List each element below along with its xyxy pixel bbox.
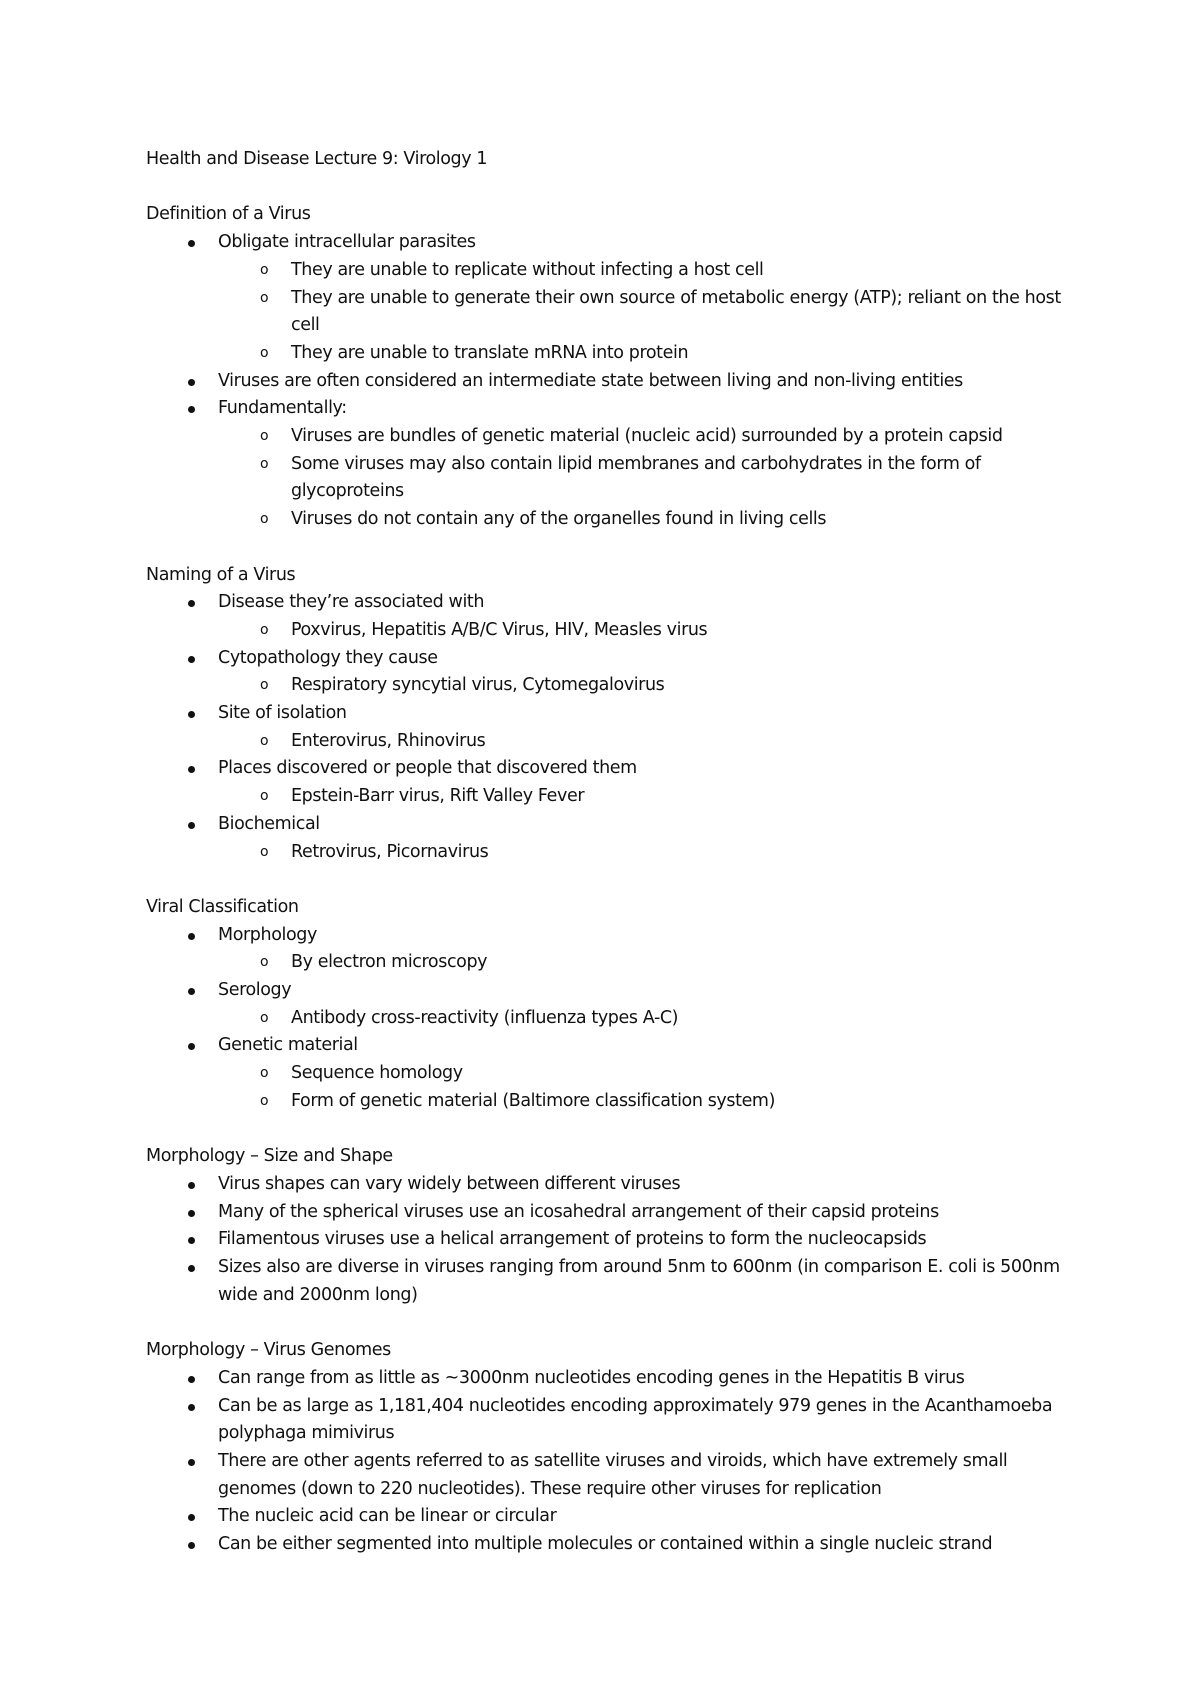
bullet-text: Genetic material [218, 1035, 358, 1056]
sub-bullet-list [218, 257, 1086, 368]
sub-bullet-text: They are unable to generate their own source of metabolic energy (ATP); reliant on the host cell [291, 287, 1061, 336]
bullet-list [146, 589, 1086, 866]
sub-bullet-marker-icon: o [260, 621, 269, 638]
sub-bullet-item [218, 1088, 1086, 1116]
bullet-item [146, 1365, 1086, 1393]
bullet-item [146, 1393, 1086, 1448]
section [146, 894, 1086, 1116]
sub-bullet-item [218, 617, 1086, 645]
bullet-dot-icon [188, 1182, 195, 1189]
bullet-text: Morphology [218, 924, 317, 945]
bullet-dot-icon [188, 406, 195, 413]
sub-bullet-item [218, 839, 1086, 867]
bullet-list [146, 922, 1086, 1116]
bullet-dot-icon [188, 933, 195, 940]
bullet-text: Can range from as little as ~3000nm nucleotides encoding genes in the Hepatitis B virus [218, 1367, 965, 1388]
bullet-item [146, 645, 1086, 700]
sub-bullet-list [218, 617, 1086, 645]
section-heading: Viral Classification [146, 896, 299, 917]
bullet-dot-icon [188, 988, 195, 995]
bullet-item [146, 1171, 1086, 1199]
bullet-text: Filamentous viruses use a helical arrangement of proteins to form the nucleocapsids [218, 1229, 927, 1250]
bullet-dot-icon [188, 1210, 195, 1217]
bullet-item [146, 1503, 1086, 1531]
bullet-item [146, 1448, 1086, 1503]
sub-bullet-text: Sequence homology [291, 1063, 463, 1084]
bullet-item [146, 589, 1086, 644]
sub-bullet-text: Poxvirus, Hepatitis A/B/C Virus, HIV, Measles virus [291, 619, 708, 640]
sub-bullet-list [218, 1005, 1086, 1033]
bullet-text: Many of the spherical viruses use an icosahedral arrangement of their capsid proteins [218, 1201, 939, 1222]
bullet-dot-icon [188, 1514, 195, 1521]
bullet-text: Can be as large as 1,181,404 nucleotides encoding approximately 979 genes in the Acanthamoeba polyphaga mimivirus [218, 1395, 1053, 1444]
bullet-text: Serology [218, 980, 292, 1001]
sub-bullet-list [218, 728, 1086, 756]
document-body [146, 146, 1086, 1559]
bullet-dot-icon [188, 600, 195, 607]
bullet-dot-icon [188, 1376, 195, 1383]
bullet-item [146, 1199, 1086, 1227]
bullet-item [146, 977, 1086, 1032]
bullet-item [146, 755, 1086, 810]
bullet-dot-icon [188, 379, 195, 386]
bullet-text: Biochemical [218, 813, 320, 834]
sub-bullet-item [218, 451, 1086, 506]
sub-bullet-item [218, 285, 1086, 340]
sub-bullet-marker-icon: o [260, 788, 269, 805]
bullet-dot-icon [188, 1237, 195, 1244]
sub-bullet-text: Respiratory syncytial virus, Cytomegalovirus [291, 675, 665, 696]
sub-bullet-item [218, 1005, 1086, 1033]
section-heading: Morphology – Size and Shape [146, 1146, 393, 1167]
sub-bullet-item [218, 340, 1086, 368]
sub-bullet-marker-icon: o [260, 1009, 269, 1026]
sub-bullet-text: Antibody cross-reactivity (influenza types A-C) [291, 1007, 679, 1028]
bullet-text: Virus shapes can vary widely between different viruses [218, 1173, 681, 1194]
sub-bullet-text: By electron microscopy [291, 952, 488, 973]
section-heading: Definition of a Virus [146, 204, 311, 225]
bullet-item [146, 368, 1086, 396]
section-heading: Morphology – Virus Genomes [146, 1340, 391, 1361]
sub-bullet-marker-icon: o [260, 1065, 269, 1082]
sub-bullet-text: Retrovirus, Picornavirus [291, 841, 489, 862]
sections-container [146, 201, 1086, 1558]
document-title: Health and Disease Lecture 9: Virology 1 [146, 149, 488, 169]
sub-bullet-marker-icon: o [260, 954, 269, 971]
bullet-dot-icon [188, 656, 195, 663]
sub-bullet-text: Viruses do not contain any of the organelles found in living cells [291, 509, 827, 530]
sub-bullet-text: Viruses are bundles of genetic material (nucleic acid) surrounded by a protein capsid [291, 426, 1003, 447]
bullet-item [146, 922, 1086, 977]
sub-bullet-list [218, 423, 1086, 534]
bullet-item [146, 1254, 1086, 1309]
sub-bullet-text: Some viruses may also contain lipid membranes and carbohydrates in the form of glycoproteins [291, 453, 981, 502]
section [146, 1143, 1086, 1309]
sub-bullet-text: They are unable to replicate without infecting a host cell [291, 259, 764, 280]
bullet-dot-icon [188, 1265, 195, 1272]
bullet-text: Disease they’re associated with [218, 592, 485, 613]
sub-bullet-marker-icon: o [260, 344, 269, 361]
sub-bullet-item [218, 257, 1086, 285]
bullet-text: There are other agents referred to as satellite viruses and viroids, which have extremely small genomes (down to 220 nucleotides). These require other viruses for replication [218, 1450, 1008, 1499]
bullet-dot-icon [188, 240, 195, 247]
sub-bullet-marker-icon: o [260, 1092, 269, 1109]
bullet-list [146, 1171, 1086, 1310]
sub-bullet-list [218, 783, 1086, 811]
sub-bullet-list [218, 949, 1086, 977]
bullet-text: Viruses are often considered an intermediate state between living and non-living entities [218, 370, 963, 391]
bullet-list [146, 1365, 1086, 1559]
bullet-dot-icon [188, 1542, 195, 1549]
sub-bullet-item [218, 783, 1086, 811]
sub-bullet-text: Form of genetic material (Baltimore classification system) [291, 1090, 776, 1111]
section [146, 562, 1086, 867]
section-heading: Naming of a Virus [146, 564, 296, 585]
bullet-dot-icon [188, 766, 195, 773]
sub-bullet-marker-icon: o [260, 732, 269, 749]
sub-bullet-item [218, 949, 1086, 977]
bullet-text: Obligate intracellular parasites [218, 232, 476, 253]
bullet-list [146, 229, 1086, 534]
bullet-text: Cytopathology they cause [218, 647, 438, 668]
bullet-item [146, 1032, 1086, 1115]
sub-bullet-marker-icon: o [260, 455, 269, 472]
sub-bullet-item [218, 672, 1086, 700]
sub-bullet-list [218, 839, 1086, 867]
sub-bullet-marker-icon: o [260, 261, 269, 278]
sub-bullet-item [218, 423, 1086, 451]
bullet-item [146, 229, 1086, 368]
bullet-item [146, 395, 1086, 534]
bullet-item [146, 1226, 1086, 1254]
section [146, 201, 1086, 533]
sub-bullet-marker-icon: o [260, 289, 269, 306]
sub-bullet-text: Enterovirus, Rhinovirus [291, 730, 486, 751]
bullet-dot-icon [188, 1404, 195, 1411]
sub-bullet-marker-icon: o [260, 511, 269, 528]
sub-bullet-list [218, 1060, 1086, 1115]
sub-bullet-list [218, 672, 1086, 700]
sub-bullet-marker-icon: o [260, 677, 269, 694]
sub-bullet-text: Epstein-Barr virus, Rift Valley Fever [291, 786, 585, 807]
bullet-dot-icon [188, 822, 195, 829]
sub-bullet-item [218, 1060, 1086, 1088]
bullet-text: Site of isolation [218, 703, 347, 724]
sub-bullet-item [218, 728, 1086, 756]
bullet-item [146, 700, 1086, 755]
sub-bullet-marker-icon: o [260, 843, 269, 860]
bullet-text: Can be either segmented into multiple molecules or contained within a single nucleic strand [218, 1534, 993, 1555]
sub-bullet-item [218, 506, 1086, 534]
bullet-dot-icon [188, 711, 195, 718]
sub-bullet-text: They are unable to translate mRNA into protein [291, 342, 689, 363]
bullet-item [146, 1531, 1086, 1559]
bullet-text: Sizes also are diverse in viruses ranging from around 5nm to 600nm (in comparison E. coli is 500nm wide and 2000nm long) [218, 1257, 1060, 1305]
bullet-text: Fundamentally: [218, 398, 347, 419]
bullet-text: The nucleic acid can be linear or circular [218, 1506, 557, 1527]
sub-bullet-marker-icon: o [260, 428, 269, 445]
bullet-item [146, 811, 1086, 866]
bullet-text: Places discovered or people that discovered them [218, 758, 637, 779]
section [146, 1337, 1086, 1559]
bullet-dot-icon [188, 1043, 195, 1050]
bullet-dot-icon [188, 1459, 195, 1466]
